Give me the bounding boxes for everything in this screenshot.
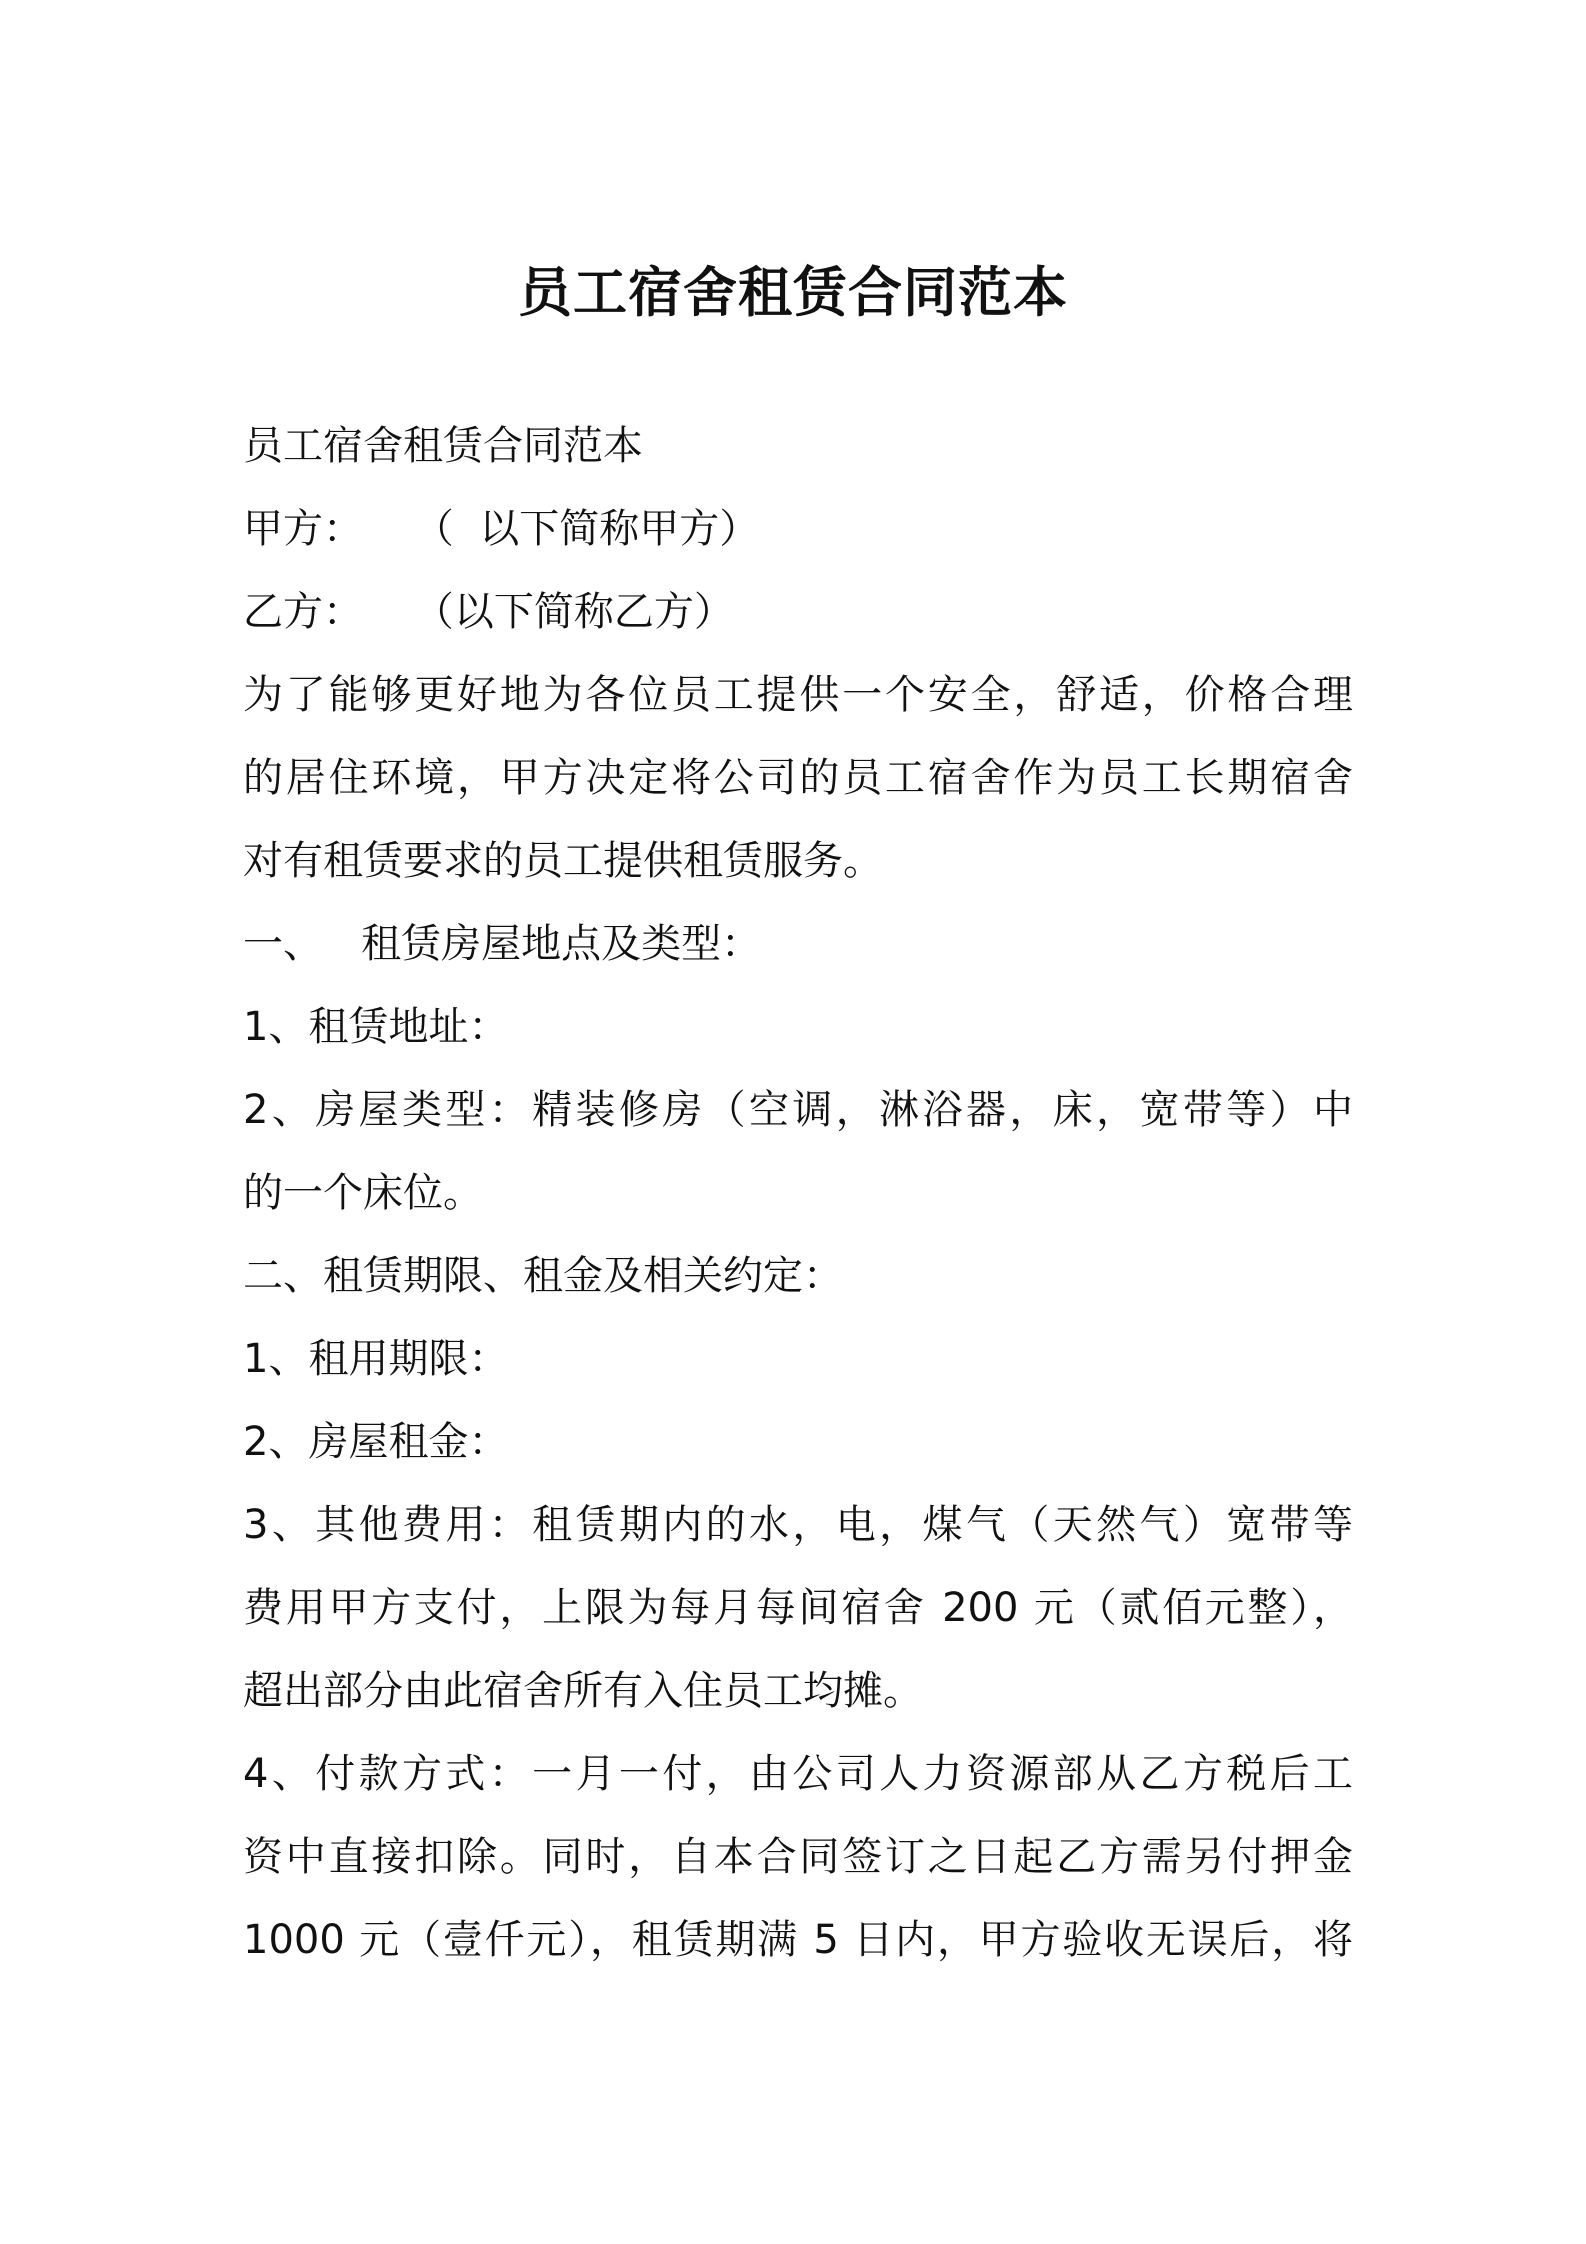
item-2-3-line-1: 3、其他费用：租赁期内的水，电，煤气（天然气）宽带等 [243,1502,1353,1548]
party-a-line: 甲方： （ 以下简称甲方） [243,506,760,552]
item-2-3-line-2: 费用甲方支付，上限为每月每间宿舍 200 元（贰佰元整）， [243,1585,1353,1631]
document-title: 员工宿舍租赁合同范本 [518,261,1068,324]
paragraph-heading: 员工宿舍租赁合同范本 [243,423,643,469]
item-2-2: 2、房屋租金： [243,1419,509,1465]
item-2-1: 1、租用期限： [243,1336,509,1382]
intro-line-2: 的居住环境，甲方决定将公司的员工宿舍作为员工长期宿舍 [243,755,1353,801]
item-2-4-line-2: 资中直接扣除。同时，自本合同签订之日起乙方需另付押金 [243,1834,1353,1880]
intro-line-1: 为了能够更好地为各位员工提供一个安全，舒适，价格合理 [243,672,1353,718]
document-body [243,405,1353,1982]
item-1-2-line-2: 的一个床位。 [243,1170,483,1216]
item-1-1: 1、租赁地址： [243,1004,509,1050]
item-2-3-line-3: 超出部分由此宿舍所有入住员工均摊。 [243,1668,923,1714]
intro-line-3: 对有租赁要求的员工提供租赁服务。 [243,838,883,884]
item-2-4-line-3: 1000 元（壹仟元），租赁期满 5 日内，甲方验收无误后，将 [243,1917,1353,1963]
item-2-4-line-1: 4、付款方式：一月一付，由公司人力资源部从乙方税后工 [243,1751,1353,1797]
section-2-heading: 二、租赁期限、租金及相关约定： [243,1253,843,1299]
party-b-line: 乙方： （以下简称乙方） [243,589,734,635]
item-1-2-line-1: 2、房屋类型：精装修房（空调，淋浴器，床，宽带等）中 [243,1087,1353,1133]
section-1-heading: 一、 租赁房屋地点及类型： [243,921,762,967]
